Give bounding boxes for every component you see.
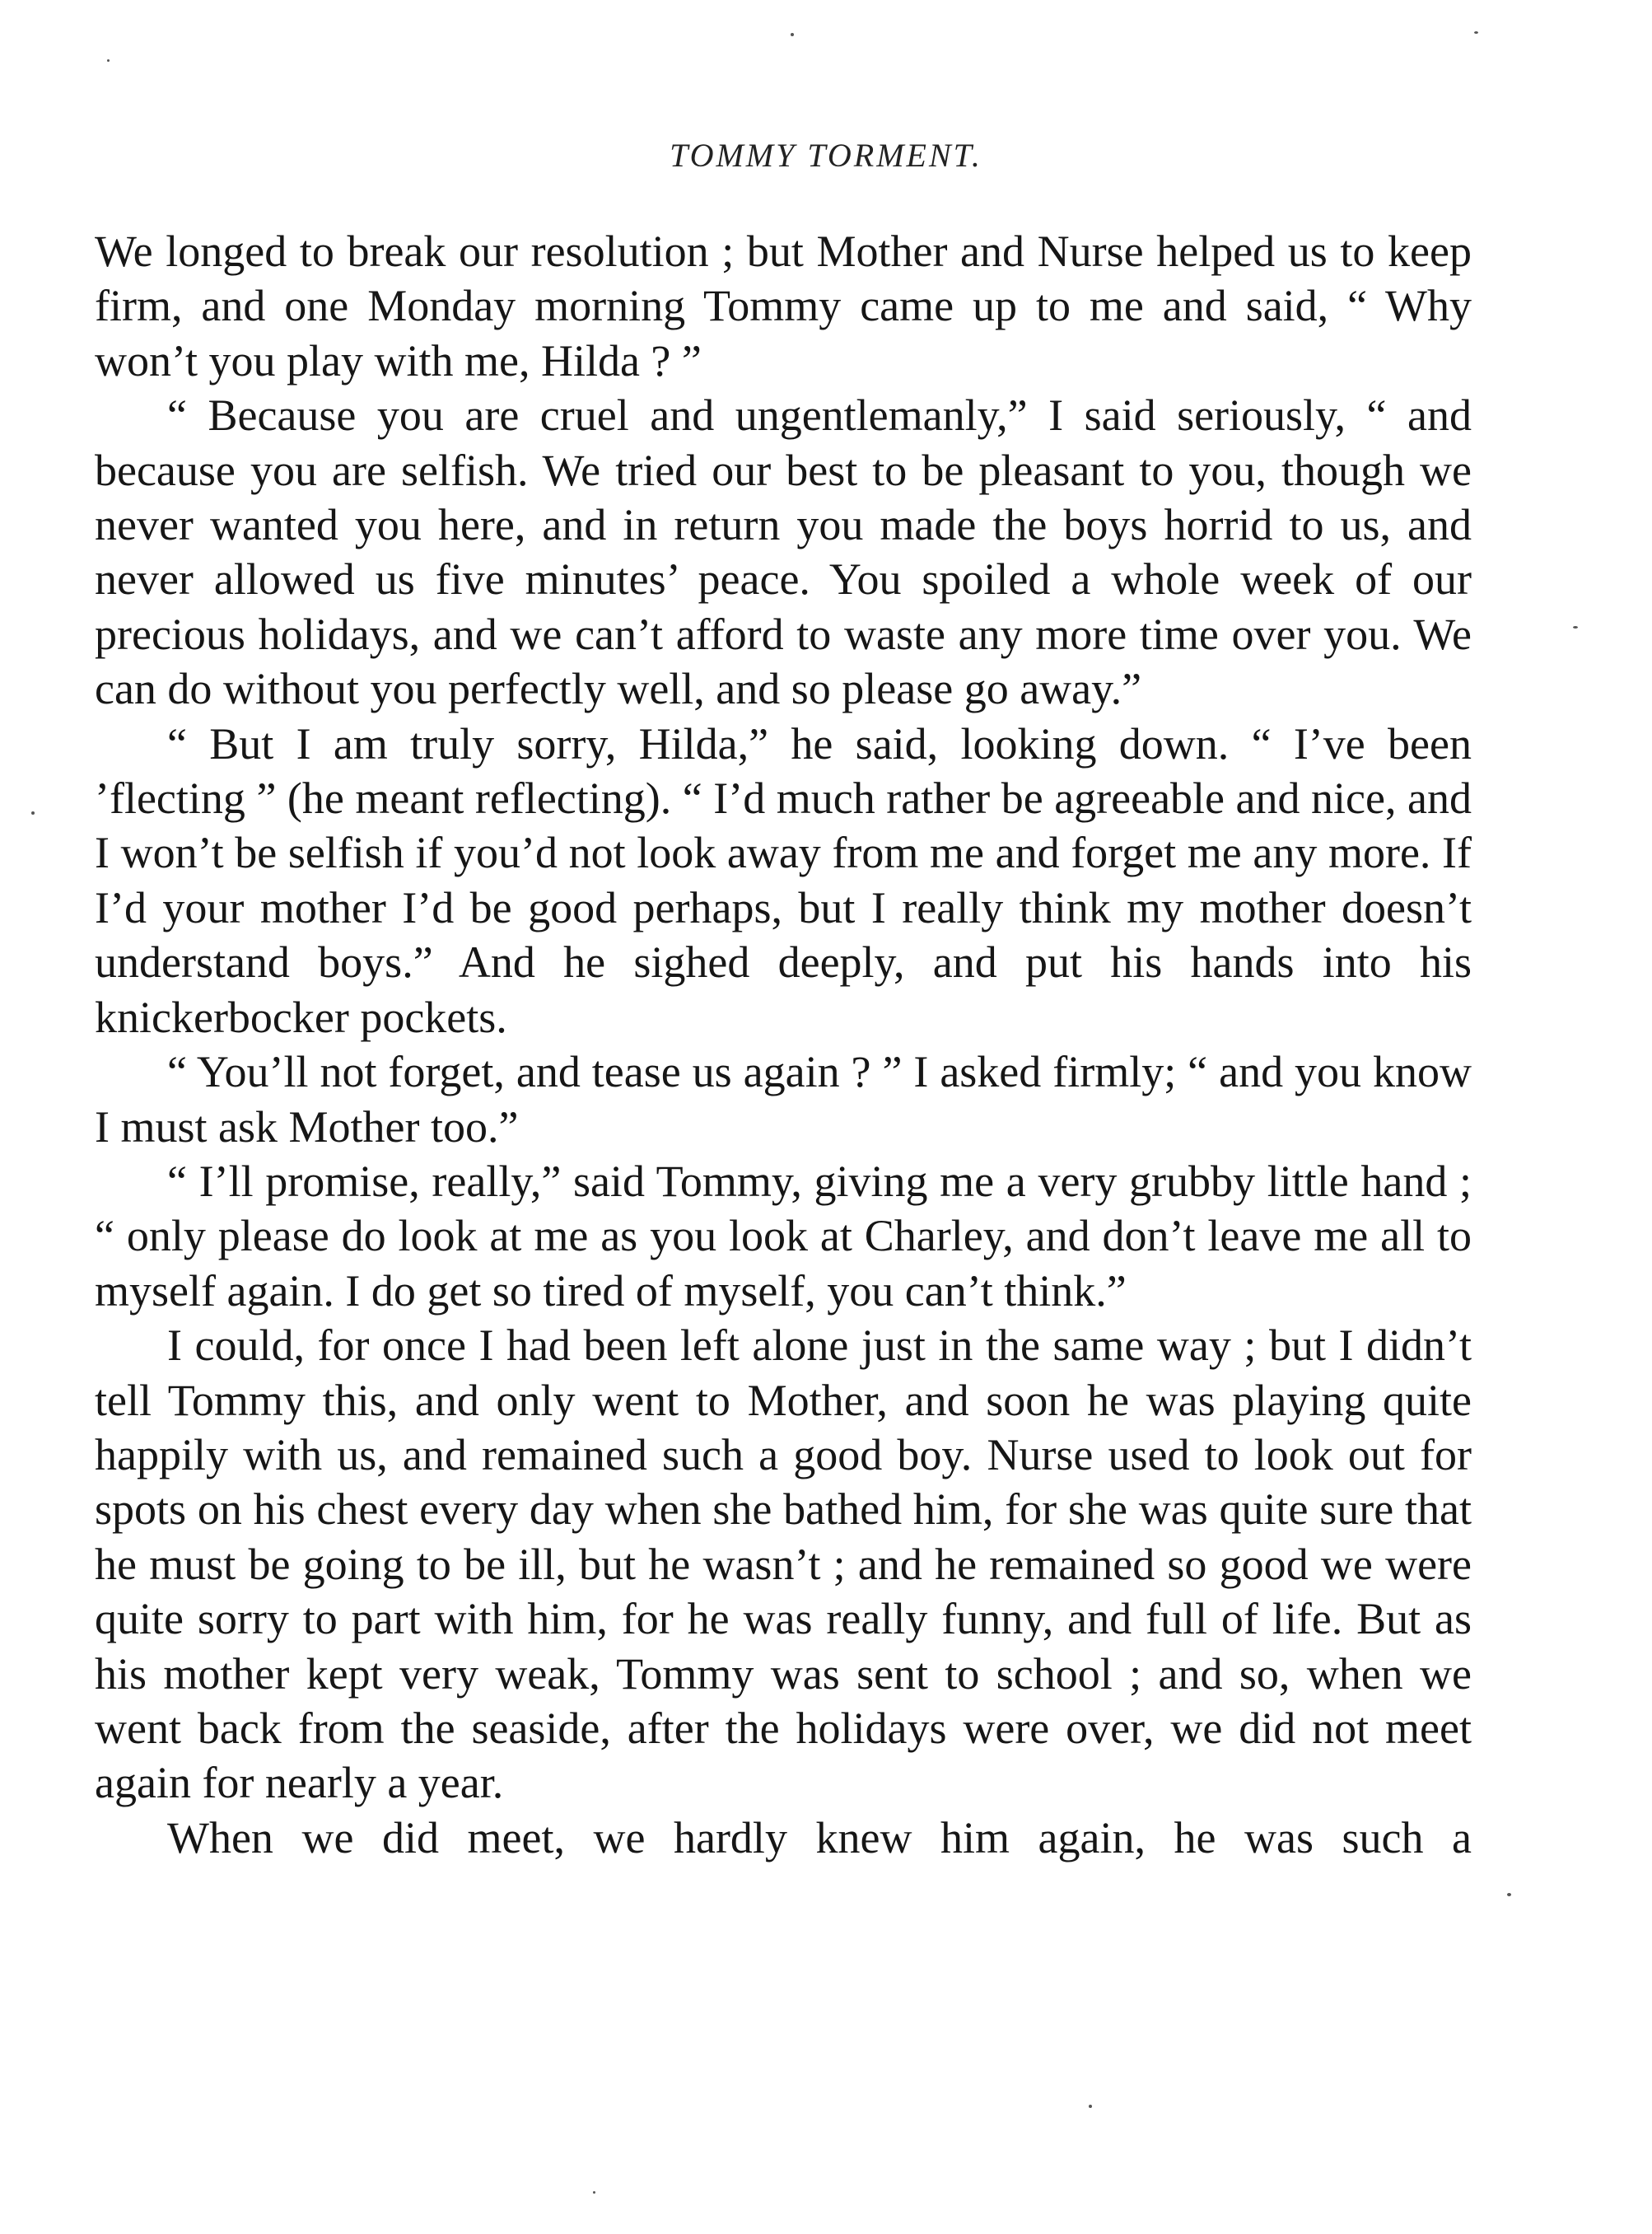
paragraph-1: We longed to break our resolution ; but Mother and Nurse helped us to keep firm, and one Monday morning Tommy came up to me and said, “ Why won’t you play with me, Hilda ? ” (95, 227, 1472, 386)
scan-speck (1474, 31, 1478, 34)
body-text (95, 224, 1472, 1865)
running-head: TOMMY TORMENT. (670, 137, 982, 174)
scan-speck (1089, 2105, 1092, 2108)
scan-speck (107, 59, 110, 62)
scan-speck (1573, 626, 1578, 629)
scan-speck (593, 2191, 595, 2194)
paragraph-5: “ I’ll promise, really,” said Tommy, giving me a very grubby little hand ; “ only please do look at me as you look at Charley, and don’t leave me all to myself again. I do get so tired of myself, you can’t think.” (95, 1156, 1472, 1316)
paragraph-4: “ You’ll not forget, and tease us again ? ” I asked firmly; “ and you know I must ask Mother too.” (95, 1047, 1472, 1152)
paragraph-7: When we did meet, we hardly knew him again, he was such a (167, 1812, 1472, 1862)
paragraph-6: I could, for once I had been left alone just in the same way ; but I didn’t tell Tommy this, and only went to Mother, and soon he was playing quite happily with us, and remained such a good boy. Nurse used to look out for spots on his chest every day when she bathed him, for she was quite sure that he must be going to be ill, but he wasn’t ; and he remained so good we were quite sorry to part with him, for he was really funny, and full of life. But as his mother kept very weak, Tommy was sent to school ; and so, when we went back from the seaside, after the holidays were over, we did not meet again for nearly a year. (95, 1320, 1472, 1808)
scan-speck (791, 33, 794, 36)
paragraph-2: “ Because you are cruel and ungentlemanly,” I said seriously, “ and because you are selfish. We tried our best to be pleasant to you, though we never wanted you here, and in return you made the boys horrid to us, and never allowed us five minutes’ peace. You spoiled a whole week of our precious holidays, and we can’t afford to waste any more time over you. We can do without you perfectly well, and so please go away.” (95, 390, 1472, 714)
scan-speck (31, 811, 35, 815)
scan-speck (1507, 1893, 1511, 1896)
paragraph-3: “ But I am truly sorry, Hilda,” he said, looking down. “ I’ve been ’flecting ” (he meant reflecting). “ I’d much rather be agreeable and nice, and I won’t be selfish if you’d not look away from me and forget me any more. If I’d your mother I’d be good perhaps, but I really think my mother doesn’t understand boys.” And he sighed deeply, and put his hands into his knickerbocker pockets. (95, 718, 1472, 1042)
